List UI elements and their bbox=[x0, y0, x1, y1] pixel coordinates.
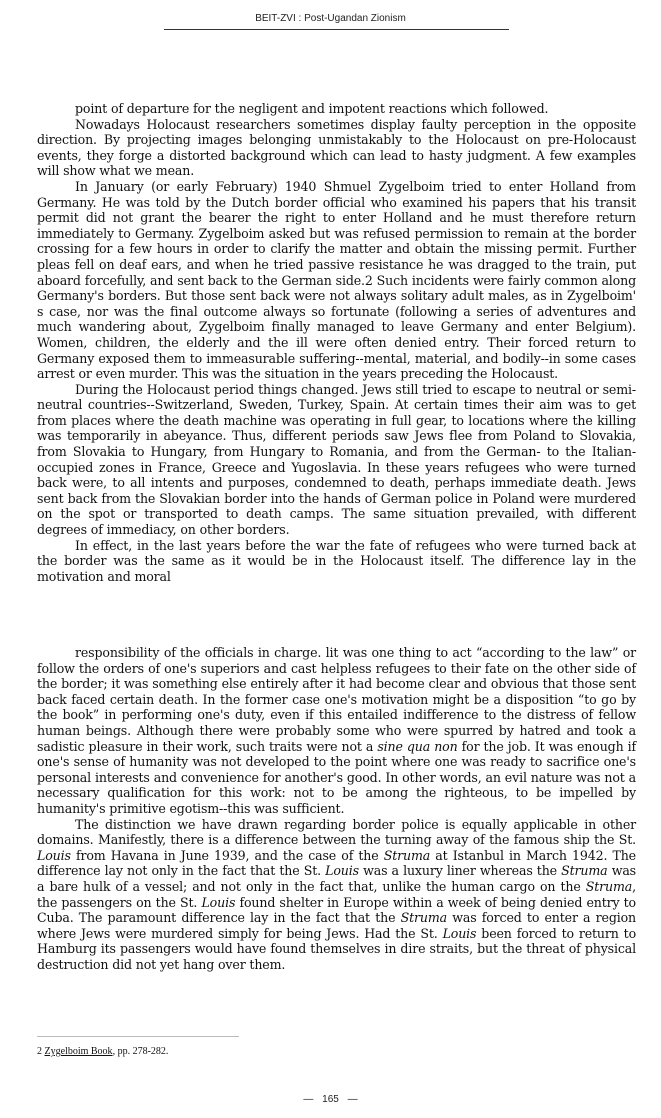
ship-name: Struma bbox=[561, 863, 608, 879]
paragraph-text: Such incidents were fairly common along Germany's borders. But those sent back were not always solitary adult males, as in Zygelboim' s case, nor was the final outcome always so fortunate (following a series of adventures and much wandering about, Zygelboim finally managed to leave Germany and enter Belgium). Women, children, the elderly and the ill were often denied entry. Their forced return to Germany exposed them to immeasurable suffering--mental, material, and bodily--in some cases arrest or even murder. This was the situation in the years preceding the Holocaust. bbox=[37, 272, 636, 382]
page-number: 165 bbox=[322, 1094, 339, 1105]
footnote-source-link[interactable]: Zygelboim Book bbox=[44, 1046, 113, 1057]
paragraph-text: from Havana in June 1939, and the case of the bbox=[70, 847, 384, 863]
italic-phrase: sine qua non bbox=[377, 738, 458, 754]
paragraph-text: was a luxury liner whereas the bbox=[358, 863, 562, 879]
paragraph-text: was a bare hulk of a vessel; and not only in the fact that, unlike the human cargo on the bbox=[37, 863, 636, 894]
paragraph-text: The distinction we have drawn regarding border police is equally applicable in other domains. Manifestly, there is a difference between the turning away of the famous ship the St. bbox=[37, 816, 636, 848]
paragraph bbox=[37, 645, 636, 817]
paragraph-text: been forced to return to Hamburg its passengers would have found themselves in dire straits, but the threat of physical destruction did not yet hang over them. bbox=[37, 925, 637, 972]
paragraph-text: for the job. It was enough if one's sense of humanity was not developed to the point where one was ready to sacrifice one's personal interests and convenience for another's good. In other words, an evil nature was not a necessary qualification for this work: not to be among the righteous, to be impelled by humanity's primitive egotism--this was sufficient. bbox=[37, 738, 636, 816]
paragraph bbox=[37, 817, 636, 973]
footnote bbox=[37, 1046, 168, 1057]
footnote-pages: , pp. 278-282. bbox=[112, 1046, 169, 1057]
paragraph: In effect, in the last years before the war the fate of refugees who were turned back at the border was the same as it would be in the Holocaust itself. The difference lay in the motivation and moral bbox=[37, 537, 636, 584]
paragraph: Nowadays Holocaust researchers sometimes display faulty perception in the opposite direction. By projecting images belonging unmistakably to the Holocaust on pre-Holocaust events, they forge a distorted background which can lead to hasty judgment. A few examples will show what we mean. bbox=[37, 116, 636, 179]
ship-name: Louis bbox=[201, 894, 236, 910]
paragraph-text: , the passengers on the St. bbox=[37, 878, 636, 910]
paragraph-text: responsibility of the officials in charge. lit was one thing to act “according to the law” or follow the orders of one's superiors and cast helpless refugees to their fate on the other side of the border; it was something else entirely after it had become clear and obvious that those sent back faced certain death. In the former case one's motivation might be a disposition “to go by the book” in performing one's duty, even if this entailed indifference to the distress of fellow human beings. Although there were probably some who were spurred by hatred and took a sadistic pleasure in their work, such traits were not a bbox=[37, 645, 636, 754]
footnote-separator bbox=[37, 1036, 239, 1037]
paragraph bbox=[37, 179, 636, 382]
ship-name: Struma bbox=[585, 878, 633, 894]
footnote-number: 2 bbox=[37, 1046, 42, 1057]
running-title: BEIT-ZVI : Post-Ugandan Zionism bbox=[255, 13, 406, 24]
ship-name: Struma bbox=[383, 847, 431, 863]
paragraph-text: was forced to enter a region where Jews were murdered simply for being Jews. Had the St. bbox=[37, 910, 636, 941]
dash-left: — bbox=[303, 1094, 314, 1105]
paragraph-text: In January (or early February) 1940 Shmuel Zygelboim tried to enter Holland from Germany. He was told by the Dutch border official who examined his papers that his transit permit did not grant the bearer the right to enter Holland and he must therefore return immediately to Germany. Zygelboim asked but was refused permission to remain at the border crossing for a few hours in order to clarify the matter and obtain the missing permit. Further pleas fell on deaf ears, and when he tried passive resistance he was dragged to the train, put aboard forcefully, and sent back to the German side. bbox=[37, 178, 636, 288]
dash-right: — bbox=[347, 1094, 358, 1105]
paragraph-text: at Istanbul in March 1942. The difference lay not only in the fact that the St. bbox=[37, 847, 636, 879]
paragraph: point of departure for the negligent and impotent reactions which followed. bbox=[75, 101, 549, 116]
text-block-lower bbox=[37, 645, 636, 972]
paragraph-text: found shelter in Europe within a week of being denied entry to Cuba. The paramount difference lay in the fact that the bbox=[37, 894, 636, 926]
ship-name: Louis bbox=[37, 847, 71, 863]
ship-name: Louis bbox=[442, 925, 477, 941]
ship-name: Struma bbox=[400, 910, 447, 926]
running-header bbox=[0, 13, 661, 24]
ship-name: Louis bbox=[325, 863, 359, 879]
paragraph: During the Holocaust period things changed. Jews still tried to escape to neutral or semi-neutral countries--Switzerland, Sweden, Turkey, Spain. At certain times their aim was to get from places where the death machine was operating in full gear, to locations where the killing was temporarily in abeyance. Thus, different periods saw Jews flee from Poland to Slovakia, from Slovakia to Hungary, from Hungary to Romania, and from the German- to the Italian-occupied zones in France, Greece and Yugoslavia. In these years refugees who were turned back were, to all intents and purposes, condemned to death, perhaps immediate death. Jews sent back from the Slovakian border into the hands of German police in Poland were murdered on the spot or transported to death camps. The same situation prevailed, with different degrees of immediacy, on other borders. bbox=[37, 381, 636, 538]
text-block-upper bbox=[37, 101, 636, 584]
header-rule bbox=[164, 29, 509, 30]
page-footer bbox=[0, 1094, 661, 1105]
footnote-reference[interactable]: 2 bbox=[364, 272, 373, 288]
